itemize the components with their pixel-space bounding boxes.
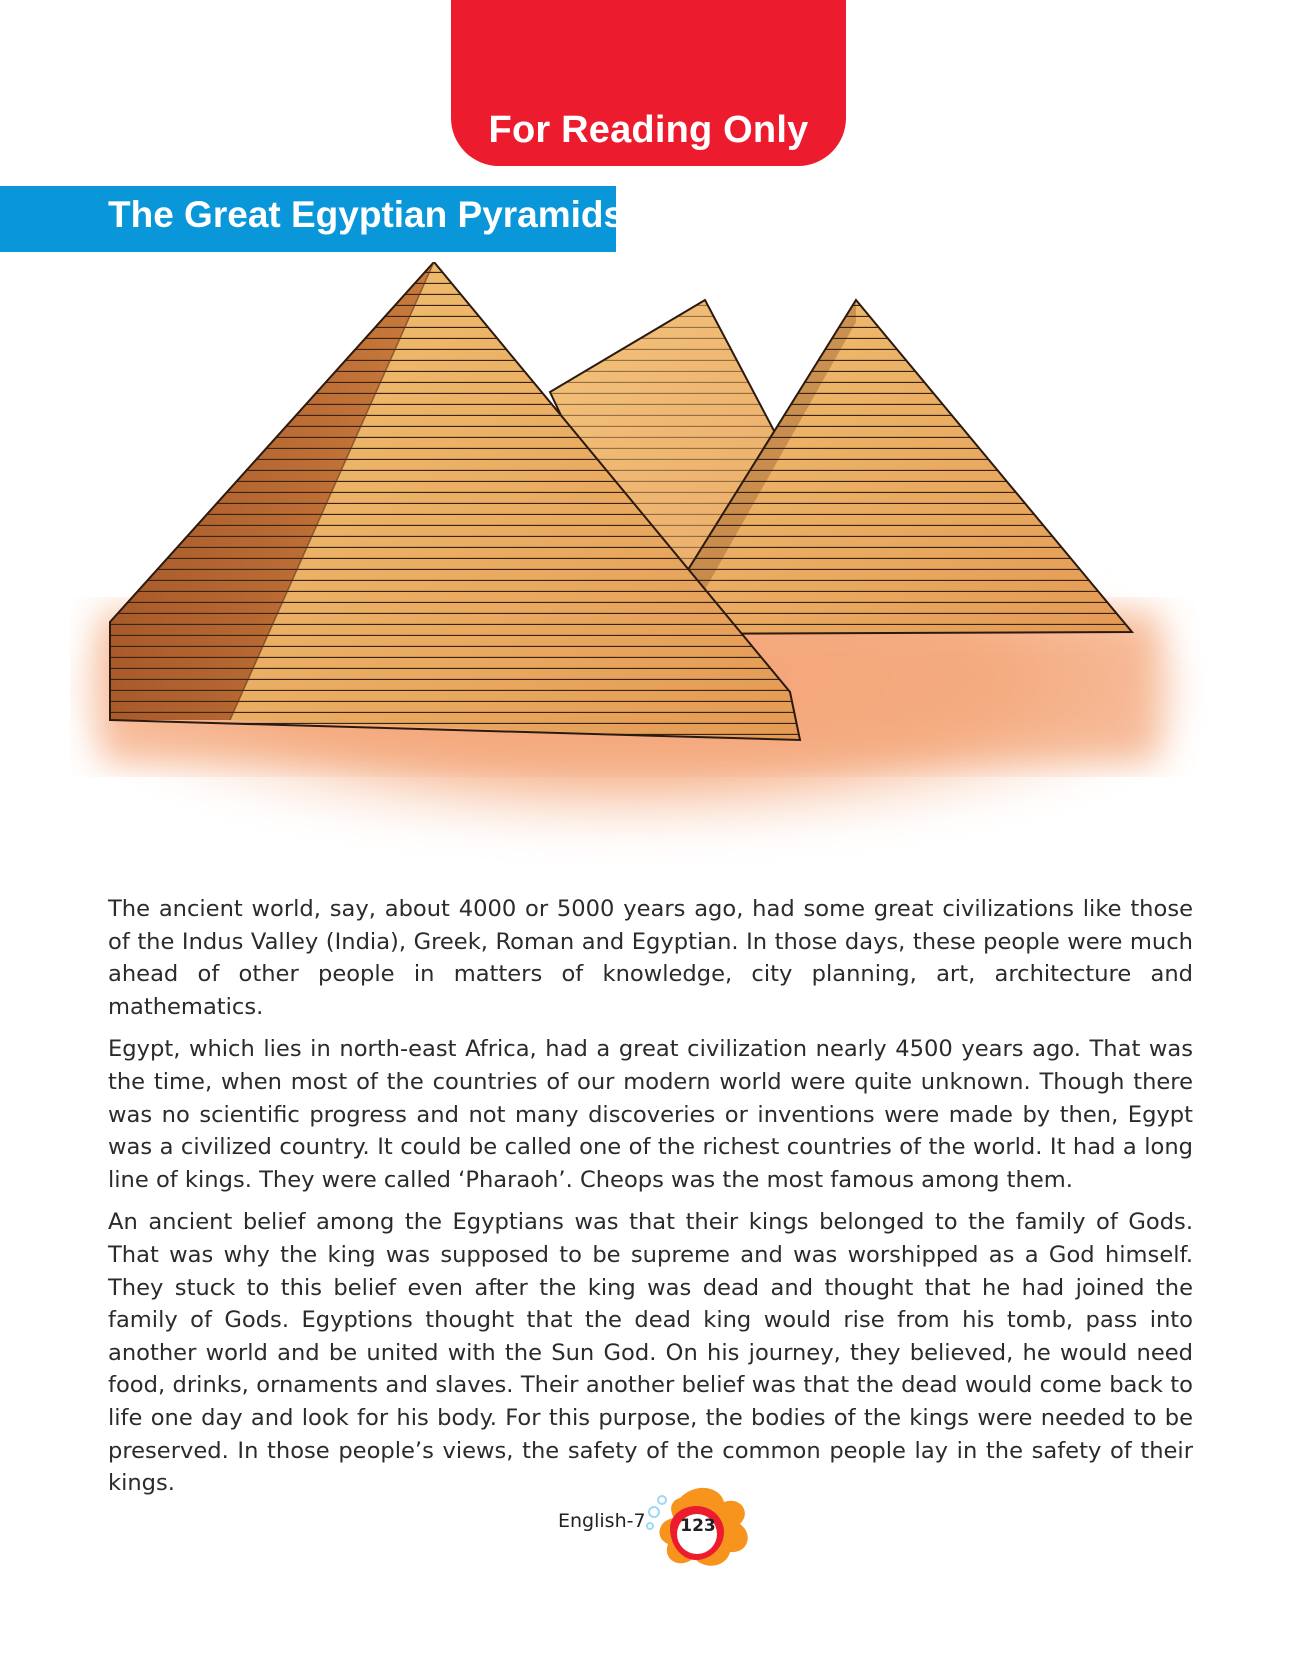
reading-only-label: For Reading Only [488,109,809,151]
paragraph-3: An ancient belief among the Egyptians was that their kings belonged to the family of Gods. That was why the king was supposed to be supreme and was worshipped as a God himself. They stuck to this belief even after the king was dead and thought that he had joined the family of Gods. Egyptions thought that the dead king would rise from his tomb, pass into another world and be united with the Sun God. On his journey, they believed, he would need food, drinks, ornaments and slaves. Their another belief was that the dead would come back to life one day and look for his body. For this purpose, the bodies of the kings were needed to be preserved. In those people’s views, the safety of the common people lay in the safety of their kings. [108,1209,1193,1497]
pyramids-illustration-icon [70,262,1210,862]
title-banner [0,186,625,252]
book-label: English-7 [558,1510,646,1532]
paragraph-1: The ancient world, say, about 4000 or 5000 years ago, had some great civilizations like those of the Indus Valley (India), Greek, Roman and Egyptian. In those days, these people were much ahead of other people in matters of knowledge, city planning, art, architecture and mathematics. [108,896,1193,1020]
paragraph-2: Egypt, which lies in north-east Africa, had a great civilization nearly 4500 years ago. That was the time, when most of the countries of our modern world were quite unknown. Though there was no scientific progress and not many discoveries or inventions were made by then, Egypt was a civilized country. It could be called one of the richest countries of the world. It had a long line of kings. They were called ‘Pharaoh’. Cheops was the most famous among them. [108,1036,1193,1193]
page-title: The Great Egyptian Pyramids [108,194,625,235]
article-body [108,893,1193,1510]
reading-only-tab [451,0,846,166]
page-number: 123 [680,1516,716,1536]
